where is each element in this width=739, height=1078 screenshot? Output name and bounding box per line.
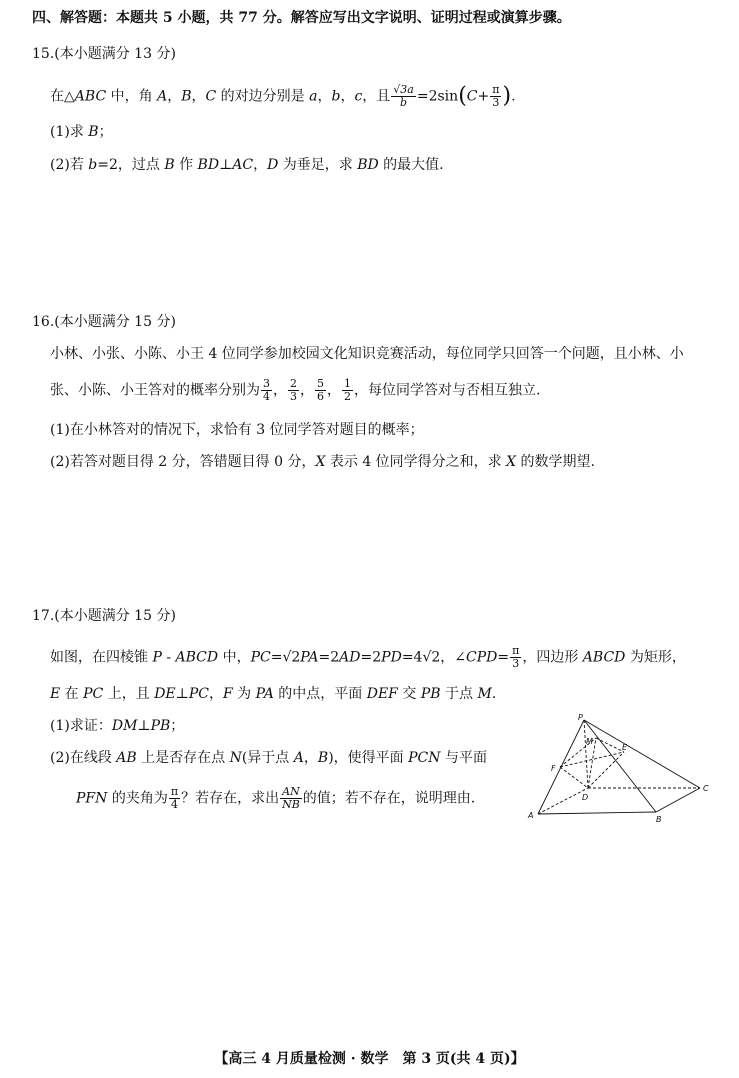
q15-text: 在△	[50, 88, 75, 105]
q17-text: DE	[154, 686, 176, 702]
q17-frac-num: π	[170, 785, 179, 798]
q17-text: 在	[60, 686, 84, 702]
q17-part1	[50, 716, 184, 736]
q16-line2: 张、小陈、小王答对的概率分别为 $\frac{3}{4}$ ， $\frac{2}{3}$ ， $\frac{5}{6}$ ， $\frac{1}{2}$ ，每位同学答对与否相互独立.	[50, 377, 541, 403]
q15-text: B	[181, 88, 192, 105]
label-p: P	[578, 713, 583, 722]
q17-part2	[50, 748, 487, 768]
q16-part2	[50, 452, 595, 472]
q17-text: 于点	[440, 686, 478, 702]
q15-pi-fraction	[490, 84, 501, 109]
q16-frac-den: 3	[290, 390, 297, 403]
q17-text: PA	[255, 686, 274, 702]
q17-text: (异于点	[241, 750, 294, 766]
q17-text: PD	[381, 649, 402, 666]
q17-text: P	[152, 649, 162, 666]
q17-text: 的夹角为	[107, 790, 168, 807]
q15-text: A	[157, 88, 168, 105]
q16-frac-den: 4	[263, 390, 270, 403]
q15-text: 的对边分别是	[216, 88, 310, 105]
q17-text: ，	[208, 686, 223, 702]
q15-text: =2，过点	[97, 157, 165, 173]
q17-text: 的值；若不存在，说明理由.	[302, 790, 476, 807]
edge-pb	[584, 720, 656, 812]
q17-line1	[50, 645, 686, 670]
q17-text: ABCD	[582, 649, 626, 666]
q17-text: 如图，在四棱锥	[50, 649, 153, 666]
q17-text: 的中点，平面	[273, 686, 367, 702]
q16-text: (2)若答对题目得 2 分，答错题目得 0 分，	[50, 454, 316, 470]
q17-text: PFN	[76, 790, 108, 807]
q15-text: ，	[253, 157, 268, 173]
q15-text: ，	[317, 88, 332, 105]
q16-frac-num: 1	[344, 377, 351, 390]
label-b: B	[656, 815, 662, 824]
q16-frac-1	[261, 378, 272, 403]
q17-text: E	[50, 686, 61, 702]
label-d: D	[582, 793, 589, 802]
q17-text: 上是否存在点	[136, 750, 230, 766]
q17-text: DEF	[366, 686, 398, 702]
q17-text: (1)求证：	[50, 718, 112, 734]
label-a: A	[528, 811, 534, 820]
q17-text: PC	[188, 686, 209, 702]
q17-pi4-fraction	[169, 786, 180, 811]
q15-text: B	[164, 157, 175, 173]
section-title: 四、解答题：本题共 5 小题，共 77 分。解答应写出文字说明、证明过程或演算步骤。	[32, 10, 571, 26]
q15-pi-den: 3	[492, 96, 500, 109]
q15-text: .	[511, 88, 516, 105]
q16-frac-2	[288, 378, 299, 403]
q16-frac-num: 2	[290, 377, 297, 390]
q15-text: 中，角	[106, 88, 158, 105]
q17-text: A	[293, 750, 304, 766]
q15-frac-den: b	[400, 96, 408, 109]
q15-text: (2)若	[50, 157, 89, 173]
q15-stem	[50, 84, 516, 109]
q17-text: AD	[339, 649, 361, 666]
q17-text: ；	[170, 718, 185, 734]
q15-text: =2sin	[416, 88, 459, 105]
q17-text: DM	[111, 718, 138, 734]
q15-text: (1)求	[50, 124, 89, 140]
q15-text: C	[205, 88, 217, 105]
q15-text: ，且	[362, 88, 391, 105]
q17-text: N	[229, 750, 242, 766]
q16-line1: 小林、小张、小陈、小王 4 位同学参加校园文化知识竞赛活动，每位同学只回答一个问题，且小林、小	[50, 346, 684, 362]
q17-text: =4√2，∠	[401, 649, 467, 666]
q15-text: ，	[167, 88, 182, 105]
q17-text: 上，且	[103, 686, 155, 702]
q15-text: ；	[98, 124, 113, 140]
q17-frac-den: 3	[512, 657, 520, 670]
q15-text: ⊥	[219, 157, 233, 173]
q16-frac-den: 6	[317, 390, 324, 403]
q15-text: b	[88, 157, 98, 173]
q16-frac-4	[342, 378, 353, 403]
q15-text: b	[331, 88, 341, 105]
q17-text: 中，	[218, 649, 251, 666]
q17-text: AB	[116, 750, 137, 766]
q16-text: 表示 4 位同学得分之和，求	[325, 454, 507, 470]
q17-line2	[50, 684, 496, 704]
q17-text: F	[222, 686, 233, 702]
q15-frac-num: √3a	[393, 83, 414, 96]
q17-header: 17.(本小题满分 15 分)	[32, 608, 176, 624]
q16-frac-num: 3	[263, 377, 270, 390]
q15-part2	[50, 155, 444, 175]
q15-part1	[50, 122, 113, 142]
q16-frac-3	[315, 378, 326, 403]
q17-text: ？若存在，求出	[181, 790, 280, 807]
q17-text: 为	[232, 686, 256, 702]
label-f: F	[551, 764, 556, 773]
q17-frac-num: π	[512, 644, 520, 657]
label-m: M	[586, 737, 593, 746]
q15-text: 作	[174, 157, 198, 173]
q17-text: =	[497, 649, 510, 666]
edge-ad	[538, 788, 588, 814]
q16-text: 的数学期望.	[516, 454, 596, 470]
pyramid-figure	[522, 712, 718, 824]
q15-text: D	[267, 157, 279, 173]
label-e: E	[622, 743, 628, 752]
q15-text: 的最大值.	[378, 157, 444, 173]
q16-text: X	[315, 454, 326, 470]
q17-text: CPD	[466, 649, 498, 666]
q15-text: a	[309, 88, 318, 105]
q15-header: 15.(本小题满分 13 分)	[32, 46, 176, 62]
q16-part1: (1)在小林答对的情况下，求恰有 3 位同学答对题目的概率；	[50, 422, 424, 438]
q17-text: B	[317, 750, 329, 766]
q15-text: B	[88, 124, 99, 140]
q17-text: PB	[420, 686, 441, 702]
q17-text: =√2	[270, 649, 301, 666]
q17-text: .	[491, 686, 497, 702]
q17-text: PA	[300, 649, 319, 666]
q17-ratio-fraction	[280, 786, 302, 811]
edge-pd	[584, 720, 588, 788]
q15-text: c	[354, 88, 363, 105]
q17-text: =2	[360, 649, 382, 666]
q17-text: M	[477, 686, 492, 702]
edge-bc	[656, 788, 700, 812]
q17-text: (2)在线段	[50, 750, 117, 766]
edge-pc	[584, 720, 700, 788]
q15-fraction	[391, 84, 416, 109]
q15-text: C+	[466, 88, 490, 105]
q17-text: ，	[303, 750, 318, 766]
q17-part2-cont	[76, 786, 475, 811]
q17-text: ，四边形	[522, 649, 583, 666]
q16-text: ，每位同学答对与否相互独立.	[354, 382, 541, 399]
q17-text: ⊥	[137, 718, 151, 734]
q16-frac-num: 5	[317, 377, 324, 390]
edge-fd	[560, 767, 588, 788]
q17-frac-den: NB	[282, 798, 300, 811]
q16-text: X	[506, 454, 517, 470]
q17-frac-den: 4	[170, 798, 178, 811]
q15-text: BD	[357, 157, 379, 173]
q17-text: PCN	[408, 750, 441, 766]
q15-text: BD	[197, 157, 220, 173]
q17-text: -	[161, 649, 176, 666]
q16-text: 张、小陈、小王答对的概率分别为	[50, 382, 260, 399]
q17-text: 与平面	[440, 750, 487, 766]
q17-text: 为矩形，	[625, 649, 686, 666]
q15-text: AC	[232, 157, 254, 173]
q17-text: )，使得平面	[328, 750, 409, 766]
page-footer: 【高三 4 月质量检测 · 数学 第 3 页(共 4 页)】	[214, 1051, 525, 1067]
right-paren: )	[502, 83, 512, 109]
edge-de	[588, 752, 624, 788]
q17-frac-num: AN	[280, 786, 302, 799]
q17-text: 交	[397, 686, 421, 702]
q15-text: ABC	[74, 88, 107, 105]
q17-text: ⊥	[175, 686, 189, 702]
q17-text: =2	[318, 649, 340, 666]
q17-text: PC	[83, 686, 104, 702]
q17-pi-fraction	[510, 645, 521, 670]
q17-text: ABCD	[175, 649, 219, 666]
left-paren: (	[458, 83, 467, 109]
edge-ab	[538, 812, 656, 814]
q17-text: PC	[250, 649, 271, 666]
q15-text: 为垂足，求	[278, 157, 358, 173]
q15-text: ，	[191, 88, 206, 105]
q15-pi-num: π	[492, 83, 500, 96]
q16-header: 16.(本小题满分 15 分)	[32, 314, 176, 330]
label-c: C	[703, 784, 709, 793]
q15-text: ，	[340, 88, 355, 105]
q17-text: PB	[150, 718, 171, 734]
q16-frac-den: 2	[344, 390, 351, 403]
